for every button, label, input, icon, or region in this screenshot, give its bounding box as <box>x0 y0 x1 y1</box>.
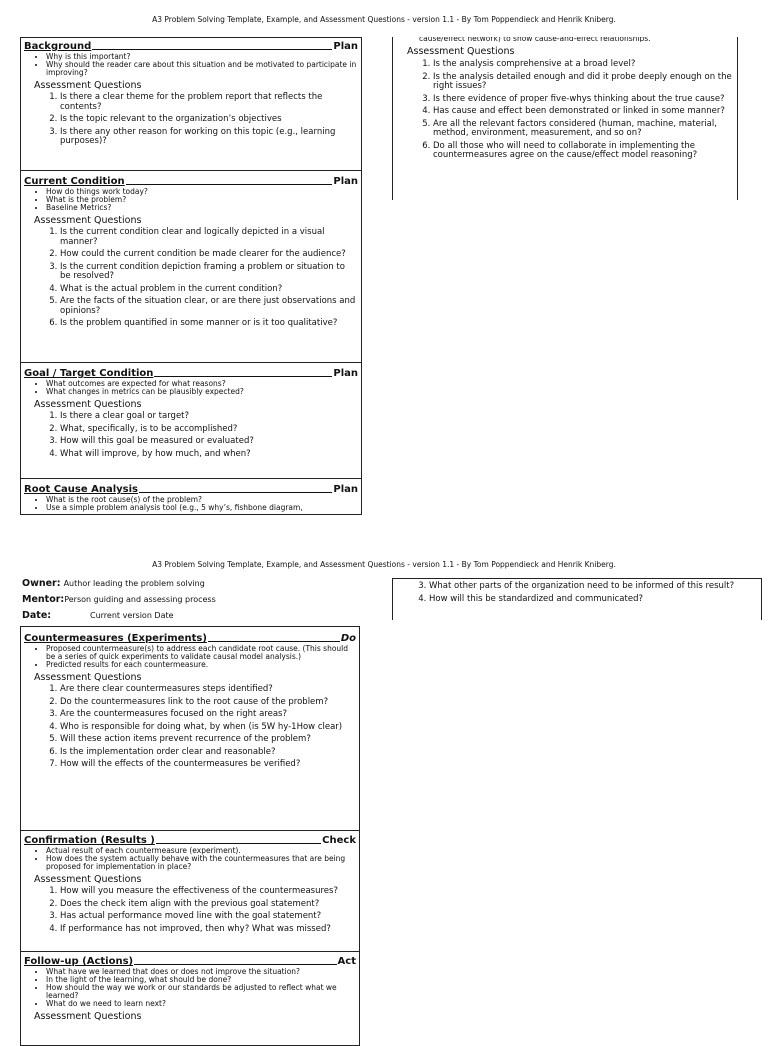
page-header: A3 Problem Solving Template, Example, and Assessment Questions - version 1.1 - By Tom Poppendieck and Henrik Kniberg. <box>152 15 616 24</box>
mentor-row <box>22 594 216 605</box>
question-item: 3. Is there evidence of proper five-whys thinking about the true cause? <box>433 95 737 105</box>
continued-bullet: cause/effect network) to show cause-and-effect relationships. <box>419 37 651 42</box>
question-item: 3. Has actual performance moved line with the goal statement? <box>60 912 356 922</box>
question-item: 2. What, specifically, is to be accomplished? <box>60 425 358 435</box>
owner-row <box>22 578 205 589</box>
bullet-item: • Use a simple problem analysis tool (e.g., 5 why’s, fishbone diagram, <box>46 504 358 512</box>
section-phase: Plan <box>333 176 358 187</box>
question-item: 6. Is the problem quantified in some manner or is it too qualitative? <box>60 319 358 329</box>
background-section <box>21 38 361 170</box>
question-item: 1. Is the current condition clear and logically depicted in a visual manner? <box>60 228 358 247</box>
question-item: 6. Do all those who will need to collaborate in implementing the countermeasures agree on the cause/effect model reasoning? <box>433 142 737 161</box>
bullet-list <box>24 847 356 871</box>
assessment-questions-label: Assessment Questions <box>34 1011 142 1022</box>
question-item: 3. What other parts of the organization need to be informed of this result? <box>429 582 761 592</box>
question-list <box>393 582 761 604</box>
section-phase: Plan <box>333 368 358 379</box>
question-item: 1. Are there clear countermeasures steps identified? <box>60 685 356 695</box>
bullet-item: • What have we learned that does or does not improve the situation? <box>46 968 356 976</box>
bullet-list <box>24 645 356 669</box>
question-item: 4. Has cause and effect been demonstrated or linked in some manner? <box>433 107 737 117</box>
page-header: A3 Problem Solving Template, Example, and Assessment Questions - version 1.1 - By Tom Poppendieck and Henrik Kniberg. <box>152 560 616 569</box>
mentor-label: Mentor: <box>22 594 65 605</box>
question-list <box>393 60 737 161</box>
mentor-value: Person guiding and assessing process <box>64 595 216 604</box>
section-title: Follow-up (Actions) <box>24 956 134 967</box>
question-item: 3. Is there any other reason for working on this topic (e.g., learning purposes)? <box>60 128 358 147</box>
bullet-list <box>24 53 358 77</box>
right-column-box <box>392 578 762 620</box>
question-item: 2. How could the current condition be made clearer for the audience? <box>60 250 358 260</box>
bullet-item: • How should the way we work or our standards be adjusted to reflect what we learned? <box>46 984 356 1000</box>
section-title: Goal / Target Condition <box>24 368 154 379</box>
section-title: Confirmation (Results ) <box>24 835 155 846</box>
question-item: 5. Are all the relevant factors considered (human, machine, material, method, environment, measurement, and so on? <box>433 120 737 139</box>
question-item: 4. What is the actual problem in the current condition? <box>60 285 358 295</box>
question-list <box>24 412 358 459</box>
section-title: Root Cause Analysis <box>24 484 139 495</box>
bullet-item: • Why is this important? <box>46 53 358 61</box>
question-item: 2. Is the topic relevant to the organization’s objectives <box>60 115 358 125</box>
bullet-item: • What do we need to learn next? <box>46 1000 356 1008</box>
section-phase: Check <box>322 835 356 846</box>
question-item: 1. Is there a clear goal or target? <box>60 412 358 422</box>
question-item: 4. How will this be standardized and communicated? <box>429 595 761 605</box>
question-item: 5. Are the facts of the situation clear, or are there just observations and opinions? <box>60 297 358 316</box>
question-item: 1. How will you measure the effectiveness of the countermeasures? <box>60 887 356 897</box>
assessment-questions-label: Assessment Questions <box>407 46 515 57</box>
assessment-questions-label: Assessment Questions <box>34 80 142 91</box>
bullet-item: • What is the problem? <box>46 196 358 204</box>
assessment-questions-label: Assessment Questions <box>34 399 142 410</box>
bullet-item: • What outcomes are expected for what reasons? <box>46 380 358 388</box>
countermeasures-section <box>21 627 359 830</box>
right-column-box <box>392 37 738 200</box>
question-item: 1. Is the analysis comprehensive at a broad level? <box>433 60 737 70</box>
goal-section <box>21 362 361 478</box>
section-phase: Act <box>337 956 356 967</box>
bullet-list <box>24 496 358 512</box>
question-item: 3. Are the countermeasures focused on the right areas? <box>60 710 356 720</box>
question-list <box>24 887 356 934</box>
bullet-item: • Actual result of each countermeasure (experiment). <box>46 847 356 855</box>
date-value: Current version Date <box>90 611 174 620</box>
root-cause-section <box>21 478 361 515</box>
date-label: Date: <box>22 610 52 621</box>
question-list <box>24 228 358 329</box>
question-list <box>24 685 356 770</box>
bullet-item: • Proposed countermeasure(s) to address each candidate root cause. (This should be a series of quick experiments to validate causal model analysis.) <box>46 645 356 661</box>
assessment-questions-label: Assessment Questions <box>34 672 142 683</box>
bullet-list <box>24 968 356 1008</box>
left-column-box <box>20 626 360 1046</box>
bullet-item: • Why should the reader care about this situation and be motivated to participate in improving? <box>46 61 358 77</box>
section-phase: Do <box>340 633 356 644</box>
question-item: 4. Who is responsible for doing what, by when (is 5W hy-1How clear) <box>60 723 356 733</box>
question-item: 2. Do the countermeasures link to the root cause of the problem? <box>60 698 356 708</box>
question-item: 2. Is the analysis detailed enough and did it probe deeply enough on the right issues? <box>433 73 737 92</box>
section-title: Current Condition <box>24 176 125 187</box>
current-condition-section <box>21 170 361 362</box>
question-item: 7. How will the effects of the countermeasures be verified? <box>60 760 356 770</box>
assessment-questions-label: Assessment Questions <box>34 215 142 226</box>
owner-label: Owner: <box>22 578 61 589</box>
question-item: 6. Is the implementation order clear and reasonable? <box>60 748 356 758</box>
section-title: Background <box>24 41 92 52</box>
question-item: 2. Does the check item align with the previous goal statement? <box>60 900 356 910</box>
bullet-list <box>24 188 358 212</box>
date-row <box>22 610 174 621</box>
bullet-item: • What changes in metrics can be plausibly expected? <box>46 388 358 396</box>
question-item: 5. Will these action items prevent recurrence of the problem? <box>60 735 356 745</box>
owner-value: Author leading the problem solving <box>63 579 205 588</box>
question-list <box>24 93 358 147</box>
section-phase: Plan <box>333 484 358 495</box>
bullet-item: • How do things work today? <box>46 188 358 196</box>
bullet-item: • In the light of the learning, what should be done? <box>46 976 356 984</box>
question-item: 4. What will improve, by how much, and when? <box>60 450 358 460</box>
question-item: 3. Is the current condition depiction framing a problem or situation to be resolved? <box>60 263 358 282</box>
bullet-item: • What is the root cause(s) of the problem? <box>46 496 358 504</box>
section-title: Countermeasures (Experiments) <box>24 633 207 644</box>
confirmation-section <box>21 830 359 951</box>
bullet-list <box>24 380 358 396</box>
followup-section <box>21 951 359 1046</box>
question-item: 4. If performance has not improved, then why? What was missed? <box>60 925 356 935</box>
bullet-item: • Predicted results for each countermeasure. <box>46 661 356 669</box>
section-phase: Plan <box>333 41 358 52</box>
question-item: 3. How will this goal be measured or evaluated? <box>60 437 358 447</box>
assessment-questions-label: Assessment Questions <box>34 874 142 885</box>
left-column-box <box>20 37 362 515</box>
bullet-item: • How does the system actually behave with the countermeasures that are being proposed for implementation in place? <box>46 855 356 871</box>
question-item: 1. Is there a clear theme for the problem report that reflects the contents? <box>60 93 358 112</box>
bullet-item: • Baseline Metrics? <box>46 204 358 212</box>
